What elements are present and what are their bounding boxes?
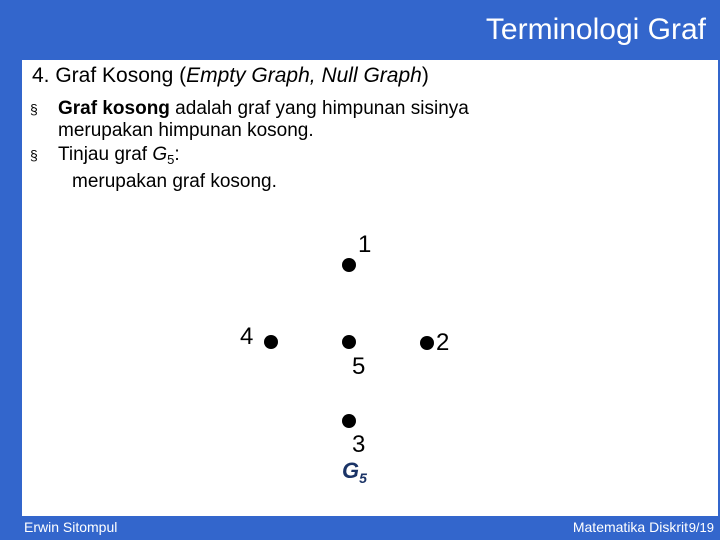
graph-name xyxy=(342,458,367,486)
graph-variable-subscript: 5 xyxy=(167,152,175,167)
slide-content xyxy=(22,60,718,516)
graph-node-label-1: 1 xyxy=(358,231,372,258)
graph-node-label-2: 2 xyxy=(436,329,450,356)
bullet-bold-term: Graf kosong xyxy=(58,98,170,119)
bullet-continuation: merupakan himpunan kosong. xyxy=(58,120,314,141)
graph-node-5 xyxy=(342,335,356,349)
slide-title: Terminologi Graf xyxy=(485,13,706,46)
bullet-marker-icon: § xyxy=(30,147,38,163)
graph-node-4 xyxy=(264,335,278,349)
footer-course: Matematika Diskrit xyxy=(572,519,688,535)
graph-node-label-3: 3 xyxy=(352,431,366,458)
graph-variable: G xyxy=(152,144,168,165)
footer-page-number: 9/19 xyxy=(688,520,714,535)
graph-node-2 xyxy=(420,336,434,350)
bullet-text: adalah graf yang himpunan sisinya xyxy=(169,98,469,119)
bullet-continuation: merupakan graf kosong. xyxy=(72,171,277,192)
bullet-marker-icon: § xyxy=(30,101,38,117)
graph-name-subscript: 5 xyxy=(359,470,367,486)
graph-diagram xyxy=(22,60,718,516)
graph-node-label-4: 4 xyxy=(240,323,254,350)
graph-name-letter: G xyxy=(342,458,360,483)
heading-suffix: ) xyxy=(421,64,429,87)
heading-prefix: 4. Graf Kosong ( xyxy=(32,64,187,87)
graph-node-3 xyxy=(342,414,356,428)
footer-author: Erwin Sitompul xyxy=(24,519,118,535)
graph-node-label-5: 5 xyxy=(352,353,366,380)
bullet-text-prefix: Tinjau graf xyxy=(58,144,153,165)
bullet-text-suffix: : xyxy=(174,144,180,165)
heading-italic: Empty Graph, Null Graph xyxy=(186,64,422,87)
slide-footer xyxy=(0,518,720,540)
graph-node-1 xyxy=(342,258,356,272)
